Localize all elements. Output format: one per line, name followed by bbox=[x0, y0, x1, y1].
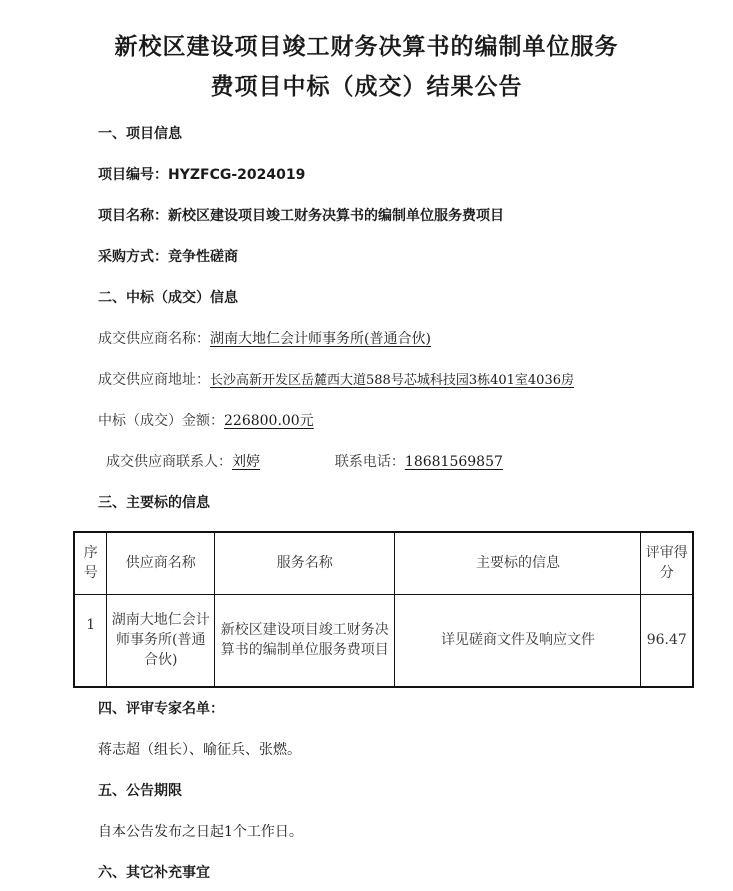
supplier-address-label: 成交供应商地址： bbox=[98, 372, 210, 388]
supplier-name-label: 成交供应商名称： bbox=[98, 331, 210, 347]
cell-index: 1 bbox=[74, 594, 107, 687]
section-1-heading: 一、项目信息 bbox=[98, 126, 182, 142]
procurement-method: 采购方式：竞争性磋商 bbox=[98, 249, 238, 265]
header-main-info: 主要标的信息 bbox=[395, 532, 641, 594]
header-service: 服务名称 bbox=[215, 532, 395, 594]
phone-label: 联系电话： bbox=[334, 454, 405, 470]
supplier-address-value: 长沙高新开发区岳麓西大道588号芯城科技园3栋401室4036房 bbox=[210, 373, 574, 388]
table-row bbox=[74, 594, 693, 687]
award-amount-value: 226800.00元 bbox=[224, 413, 314, 429]
award-amount-row bbox=[98, 410, 314, 430]
phone-value: 18681569857 bbox=[404, 454, 503, 470]
cell-score: 96.47 bbox=[641, 594, 693, 687]
award-amount-label: 中标（成交）金额： bbox=[98, 413, 224, 429]
bid-info-table bbox=[73, 531, 694, 688]
section-6-heading: 六、其它补充事宜 bbox=[98, 865, 210, 881]
contact-value: 刘婷 bbox=[232, 454, 260, 470]
header-index: 序号 bbox=[74, 532, 107, 594]
notice-period: 自本公告发布之日起1个工作日。 bbox=[98, 824, 303, 840]
title-line-1: 新校区建设项目竣工财务决算书的编制单位服务 bbox=[114, 34, 619, 60]
supplier-name-row bbox=[98, 328, 431, 348]
title-line-2: 费项目中标（成交）结果公告 bbox=[210, 74, 523, 100]
section-3-heading: 三、主要标的信息 bbox=[98, 495, 210, 511]
section-4-heading: 四、评审专家名单： bbox=[98, 701, 224, 717]
section-2-heading: 二、中标（成交）信息 bbox=[98, 290, 238, 306]
supplier-address-row bbox=[98, 369, 574, 389]
cell-main-info: 详见磋商文件及响应文件 bbox=[395, 594, 641, 687]
supplier-name-value: 湖南大地仁会计师事务所(普通合伙) bbox=[210, 331, 431, 347]
header-supplier: 供应商名称 bbox=[107, 532, 215, 594]
table-header-row bbox=[74, 532, 693, 594]
contact-label: 成交供应商联系人： bbox=[106, 454, 232, 470]
contact-row bbox=[106, 451, 503, 471]
cell-service: 新校区建设项目竣工财务决算书的编制单位服务费项目 bbox=[215, 594, 395, 687]
header-score: 评审得分 bbox=[641, 532, 693, 594]
section-5-heading: 五、公告期限 bbox=[98, 783, 182, 799]
expert-list: 蒋志超（组长）、喻征兵、张燃。 bbox=[98, 742, 301, 758]
project-number: 项目编号：HYZFCG-2024019 bbox=[98, 167, 306, 183]
cell-supplier: 湖南大地仁会计师事务所(普通合伙) bbox=[107, 594, 215, 687]
project-name: 项目名称：新校区建设项目竣工财务决算书的编制单位服务费项目 bbox=[98, 208, 504, 224]
